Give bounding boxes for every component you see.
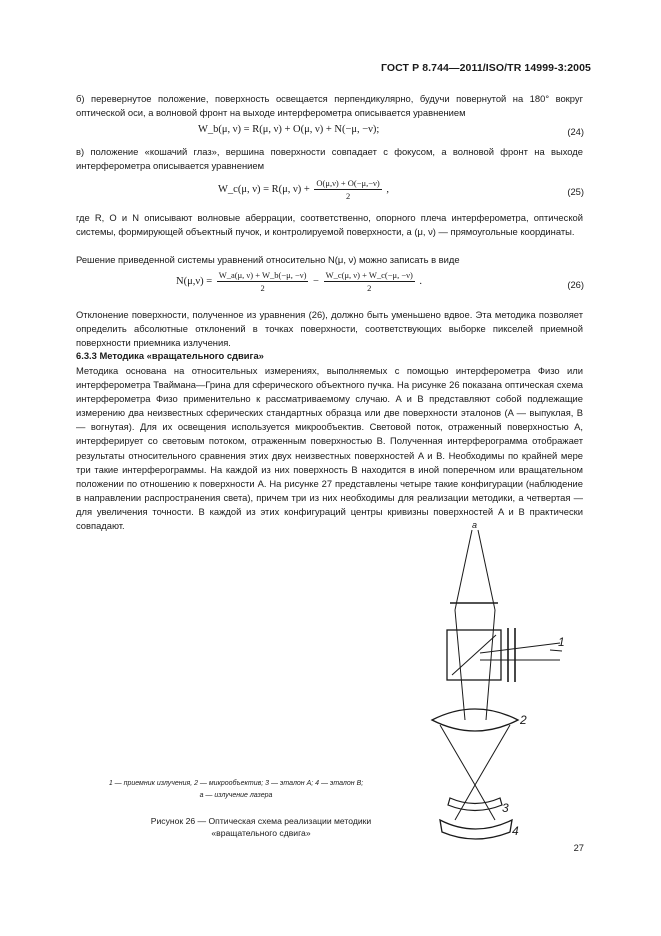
paragraph-deviation: Отклонение поверхности, полученное из уравнения (26), должно быть уменьшено вдвое. Эта методика позволяет определить абсолютные отклонений в точках поверхности, соответствующих выборке пикселей приемной поверхности приемника излучения. [76,309,583,349]
equation-25-tail: , [386,183,389,195]
document-header: ГОСТ Р 8.744—2011/ISO/TR 14999-3:2005 [380,62,591,74]
paragraph-solution-text: Решение приведенной системы уравнений относительно N(μ, ν) можно записать в виде [76,254,460,265]
caption-line-2: «вращательного сдвига» [211,828,311,838]
label-2: 2 [520,713,527,727]
paragraph-b: б) перевернутое положение, поверхность освещается перпендикулярно, будучи повернутой на 180° вокруг оптической оси, а волновой фронт на выходе интерферометра описывается уравнением [76,93,583,119]
equation-26-fraction-1 [217,270,309,293]
beam-line-right-bottom [475,725,510,785]
figure-caption [76,815,446,839]
section-title: Методика «вращательного сдвига» [99,350,264,361]
section-heading [76,350,264,361]
equation-25-fraction [314,178,381,201]
paragraph-method: Методика основана на относительных измерениях, выполняемых с помощью интерферометра Физо или интерферометра Тваймана—Грина для сферического объектного пучка. На рисунке 26 показана оптическая схема интерферометра Физо применительно к рассматриваемому случаю. A и B представляют собой подлежащие измерению два неизвестных сферических стандартных образца или две поверхности эталонов (A — выпуклая, B — вогнутая). Для их освещения используется микрообъектив. Световой поток, отраженный поверхностью A, интерферирует со световым потоком, отраженным поверхностью B. Полученная интерферограмма отображает результаты относительного сравнения этих двух неизвестных поверхностей A и B. Необходимы по крайней мере три такие интерферограммы. На каждой из них поверхность B находится в иной поперечном или вращательном положении по отношению к поверхности A. На рисунке 27 представлены четыре такие конфигурации (наблюдение в направлении распространения света), причем три из них необходимы для реализации методики, а четвертая — для увеличения точности. В каждой из этих конфигураций центры кривизны поверхностей A и B практически совпадают. [76,365,583,532]
equation-26-minus: − [313,275,319,287]
equation-26-number: (26) [567,279,584,290]
beam-line-left-top [455,530,472,610]
figure-legend [76,778,396,802]
equation-25-numerator: O(μ,ν) + O(−μ,−ν) [316,178,380,188]
equation-25-number: (25) [567,186,584,197]
micro-objective-lens [432,709,518,731]
equation-24: W_b(μ, ν) = R(μ, ν) + O(μ, ν) + N(−μ, −ν); [198,124,380,135]
label-a: а [472,520,478,530]
optical-scheme-figure [400,520,600,850]
equation-25-denominator: 2 [345,191,351,201]
label-3: 3 [502,801,509,815]
output-arrow [550,650,562,651]
equation-25-lhs: W_c(μ, ν) = R(μ, ν) + [218,183,310,195]
equation-26-lhs: N(μ,ν) = [176,275,213,287]
paragraph-v: в) положение «кошачий глаз», вершина поверхности совпадает с фокусом, а волновой фронт на выходе интерферометра описывается уравнением [76,146,583,172]
section-number: 6.3.3 [76,350,97,361]
equation-26-denominator-1: 2 [260,283,265,293]
equation-26 [176,270,422,293]
equation-26-numerator-1: W_a(μ, ν) + W_b(−μ, −ν) [218,270,307,280]
label-4: 4 [512,824,519,838]
equation-26-numerator-2: W_c(μ, ν) + W_c(−μ, −ν) [325,270,413,280]
standard-a-surface [448,798,502,811]
equation-24-number: (24) [567,126,584,137]
equation-26-tail: . [419,275,423,287]
equation-26-denominator-2: 2 [367,283,372,293]
legend-line-1: 1 — приемник излучения, 2 — микрообъектив; 3 — эталон A; 4 — эталон B; [108,780,364,787]
paragraph-where: где R, O и N описывают волновые аберрации, соответственно, опорного плеча интерферометра, оптической системы, формирующей объектный пучок, и контролируемой поверхности, а (μ, ν) — прямоугольные координаты. [76,212,583,238]
caption-line-1: Рисунок 26 — Оптическая схема реализации методики [150,816,372,826]
beam-line-right-top [478,530,495,610]
beam-line-right-mid [486,610,495,720]
beam-line-left-bottom [440,725,475,785]
equation-26-fraction-2 [324,270,415,293]
legend-line-2: а — излучение лазера [199,792,273,799]
paragraph-solution [76,253,583,267]
label-1: 1 [558,635,565,649]
page-number: 27 [573,842,584,853]
standard-b-surface [440,820,512,839]
equation-25 [218,178,389,201]
